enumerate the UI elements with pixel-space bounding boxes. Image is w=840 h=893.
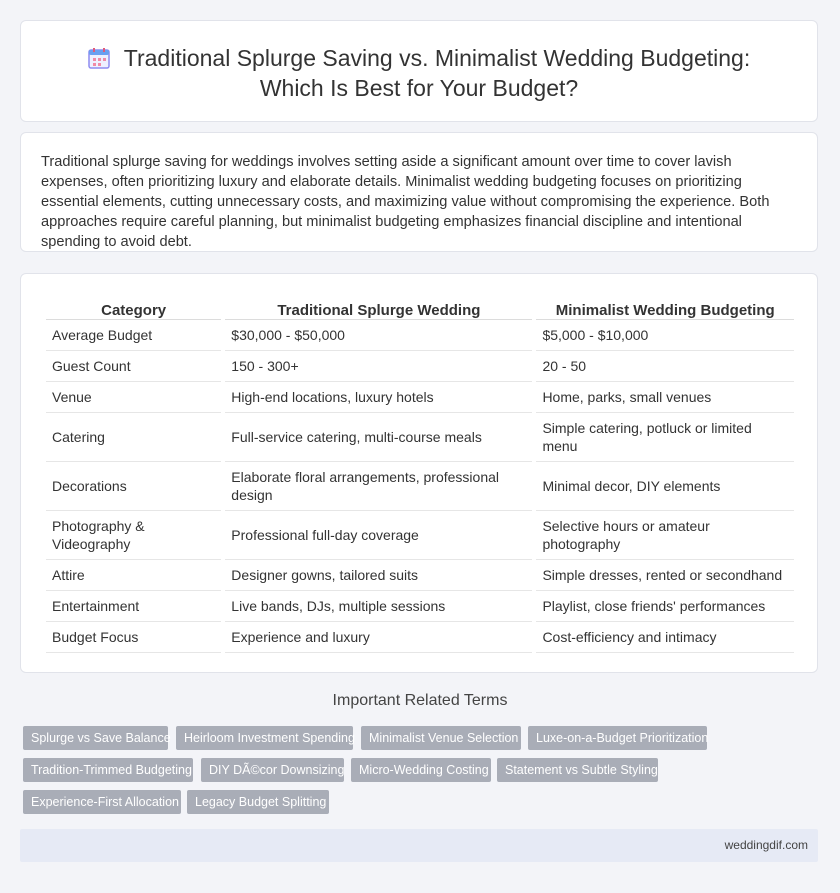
calendar-icon [88, 47, 110, 69]
table-row [46, 622, 794, 653]
cell-category: Average Budget [46, 320, 221, 351]
table-row [46, 511, 794, 560]
cell-category: Guest Count [46, 351, 221, 382]
cell-traditional: High-end locations, luxury hotels [225, 382, 532, 413]
cell-traditional: 150 - 300+ [225, 351, 532, 382]
cell-traditional: Elaborate floral arrangements, professional design [225, 462, 532, 511]
cell-minimalist: Playlist, close friends' performances [536, 591, 794, 622]
header-traditional: Traditional Splurge Wedding [225, 295, 532, 320]
table-row [46, 591, 794, 622]
related-term-tag[interactable]: Statement vs Subtle Styling [497, 758, 658, 782]
cell-traditional: Designer gowns, tailored suits [225, 560, 532, 591]
related-term-tag[interactable]: Luxe-on-a-Budget Prioritization [528, 726, 707, 750]
related-term-tag[interactable]: Heirloom Investment Spending [176, 726, 353, 750]
related-term-tag[interactable]: Splurge vs Save Balance [23, 726, 168, 750]
footer-site-link[interactable]: weddingdif.com [724, 838, 808, 852]
related-term-tag[interactable]: Minimalist Venue Selection [361, 726, 521, 750]
cell-minimalist: Selective hours or amateur photography [536, 511, 794, 560]
cell-traditional: $30,000 - $50,000 [225, 320, 532, 351]
table-row [46, 382, 794, 413]
related-terms-heading: Important Related Terms [332, 692, 508, 709]
table-row [46, 320, 794, 351]
comparison-table [42, 295, 798, 653]
cell-category: Decorations [46, 462, 221, 511]
cell-category: Budget Focus [46, 622, 221, 653]
cell-category: Venue [46, 382, 221, 413]
related-term-tag[interactable]: Legacy Budget Splitting [187, 790, 329, 814]
table-header-row [46, 295, 794, 320]
title-line-1: Traditional Splurge Saving vs. Minimalist Wedding Budgeting: [123, 45, 751, 71]
related-term-tag[interactable]: Experience-First Allocation [23, 790, 181, 814]
cell-minimalist: Minimal decor, DIY elements [536, 462, 794, 511]
related-term-tag[interactable]: Tradition-Trimmed Budgeting [23, 758, 193, 782]
cell-category: Photography & Videography [46, 511, 221, 560]
cell-minimalist: Simple dresses, rented or secondhand [536, 560, 794, 591]
cell-category: Catering [46, 413, 221, 462]
cell-traditional: Experience and luxury [225, 622, 532, 653]
cell-traditional: Live bands, DJs, multiple sessions [225, 591, 532, 622]
table-row [46, 351, 794, 382]
cell-category: Entertainment [46, 591, 221, 622]
cell-traditional: Full-service catering, multi-course meals [225, 413, 532, 462]
cell-traditional: Professional full-day coverage [225, 511, 532, 560]
cell-minimalist: Simple catering, potluck or limited menu [536, 413, 794, 462]
related-term-tag[interactable]: Micro-Wedding Costing [351, 758, 491, 782]
table-row [46, 462, 794, 511]
header-category: Category [46, 295, 221, 320]
comparison-card [20, 273, 818, 673]
title-line-2: Which Is Best for Your Budget? [259, 75, 579, 101]
cell-minimalist: Cost-efficiency and intimacy [536, 622, 794, 653]
cell-minimalist: $5,000 - $10,000 [536, 320, 794, 351]
table-row [46, 560, 794, 591]
cell-category: Attire [46, 560, 221, 591]
cell-minimalist: Home, parks, small venues [536, 382, 794, 413]
related-term-tag[interactable]: DIY DÃ©cor Downsizing [201, 758, 344, 782]
title-card [20, 20, 818, 122]
table-row [46, 413, 794, 462]
cell-minimalist: 20 - 50 [536, 351, 794, 382]
footer [20, 829, 818, 862]
header-minimalist: Minimalist Wedding Budgeting [536, 295, 794, 320]
intro-card [20, 132, 818, 252]
page-title [21, 43, 817, 103]
intro-paragraph: Traditional splurge saving for weddings involves setting aside a significant amount over time to cover lavish expenses, often prioritizing luxury and elaborate details. Minimalist wedding budgeting focuses on prioritizing essential elements, cutting unnecessary costs, and maximizing value without compromising the experience. Both approaches require careful planning, but minimalist budgeting emphasizes financial discipline and intentional spending to avoid debt. [41, 154, 770, 250]
